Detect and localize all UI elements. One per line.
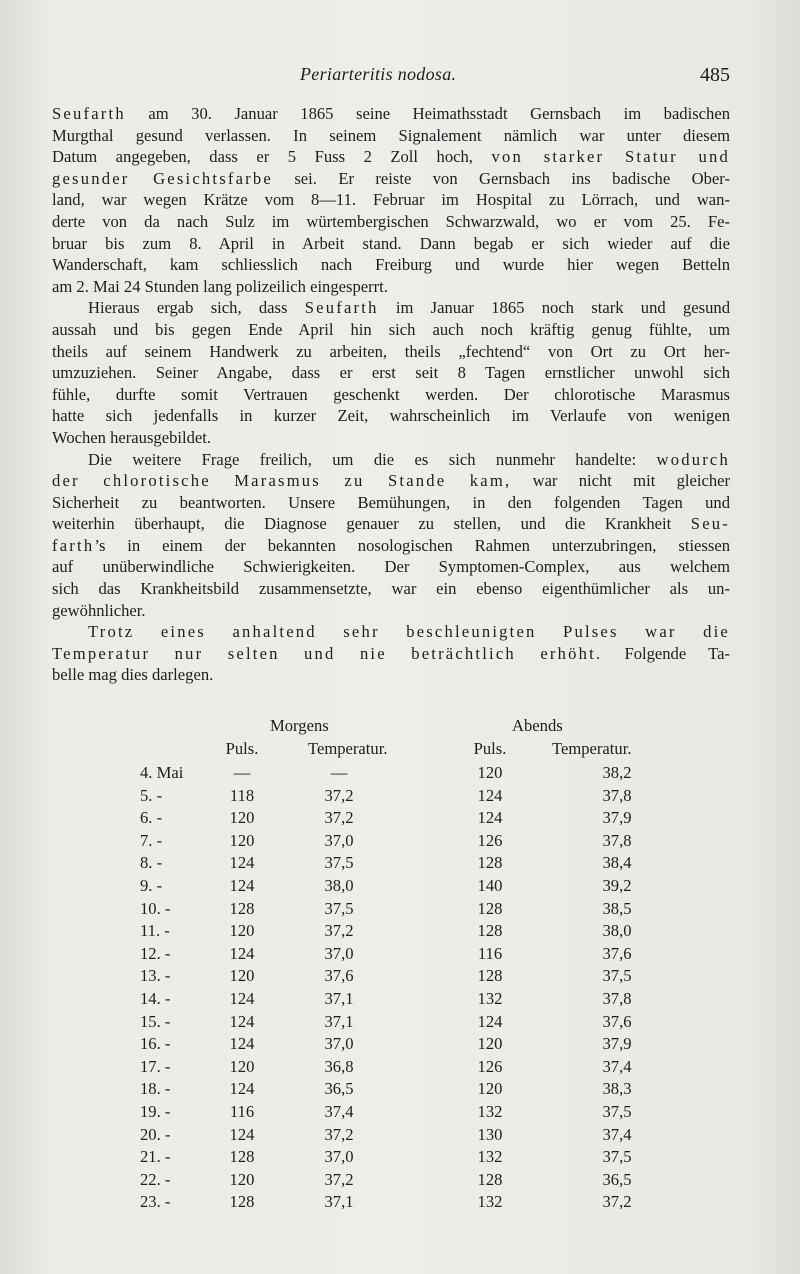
table-row: [52, 899, 732, 922]
evening-temperature: 37,5: [602, 966, 632, 986]
morning-temperature: 37,0: [324, 1147, 354, 1167]
text-line: [52, 254, 730, 276]
text-line: [52, 276, 730, 298]
morning-temperature: 37,0: [324, 830, 354, 850]
table-row: [52, 989, 732, 1012]
evening-temperature: 36,5: [602, 1169, 632, 1189]
row-date: 16. -: [140, 1034, 171, 1054]
spaced-emphasis: gesunder Gesichtsfarbe: [52, 168, 273, 188]
evening-pulse: 128: [477, 966, 503, 986]
table-row: [52, 1102, 732, 1125]
text-segment: Folgende Ta-: [602, 643, 730, 663]
evening-temperature: 37,4: [602, 1124, 632, 1144]
morning-pulse: 120: [229, 1169, 255, 1189]
spaced-emphasis: Seufarth: [52, 104, 126, 123]
row-date: 14. -: [140, 988, 171, 1008]
paragraph: [52, 103, 730, 297]
table-row: [52, 1079, 732, 1102]
text-segment: gewöhnlicher.: [52, 600, 146, 620]
morning-pulse: 124: [229, 1011, 255, 1031]
evening-temperature: 37,6: [602, 943, 632, 963]
evening-pulse: 128: [477, 898, 503, 918]
body-text: [52, 103, 730, 686]
text-segment: weiterhin überhaupt, die Diagnose genauer zu stellen, und die Krankheit: [52, 514, 691, 534]
spaced-emphasis: von starker Statur und: [491, 147, 730, 167]
text-segment: bruar bis zum 8. April in Arbeit stand. Dann begab er sich wieder auf die: [52, 233, 730, 253]
text-segment: fühle, durfte somit Vertrauen geschenkt werden. Der chlorotische Marasmus: [52, 384, 730, 404]
text-segment: war nicht mit gleicher: [511, 471, 730, 491]
row-date: 18. -: [140, 1079, 171, 1099]
text-segment: derte von da nach Sulz im würtembergischen Schwarzwald, wo er vom 25. Fe-: [52, 211, 730, 231]
row-date: 11. -: [140, 921, 170, 941]
text-line: [52, 384, 730, 406]
morning-temperature: 37,2: [324, 1169, 354, 1189]
evening-pulse: 132: [477, 988, 503, 1008]
evening-temperature: 37,4: [602, 1056, 632, 1076]
spaced-emphasis: farth: [52, 535, 95, 555]
evening-temperature: 38,4: [602, 853, 632, 873]
paragraph: [52, 449, 730, 622]
evening-temperature: 38,3: [602, 1079, 632, 1099]
text-line: [52, 189, 730, 211]
morning-temperature: 37,0: [324, 943, 354, 963]
text-line: [52, 470, 730, 492]
text-segment: belle mag dies darlegen.: [52, 665, 214, 685]
morning-pulse: 118: [229, 785, 255, 805]
text-segment: Datum angegeben, dass er 5 Fuss 2 Zoll hoch,: [52, 147, 492, 167]
morning-temperature: 37,1: [324, 1011, 354, 1031]
evening-pulse: 116: [477, 943, 503, 963]
morning-temperature: 37,2: [324, 785, 354, 805]
evening-temperature: 38,0: [602, 921, 632, 941]
evening-pulse: 140: [477, 875, 503, 895]
text-segment: auf unüberwindliche Schwierigkeiten. Der Symptomen-Complex, aus welchem: [52, 557, 730, 577]
text-segment: Wochen herausgebildet.: [52, 427, 212, 447]
row-date: 10. -: [140, 898, 171, 918]
text-segment: hatte sich jedenfalls in kurzer Zeit, wahrscheinlich im Verlaufe von wenigen: [52, 406, 730, 426]
morning-temperature: —: [330, 763, 348, 782]
text-line: [52, 103, 730, 125]
spaced-emphasis: Trotz eines anhaltend sehr beschleunigten Pulses war die: [88, 622, 730, 642]
morning-temperature: 37,5: [324, 853, 354, 873]
evening-temperature: 37,2: [602, 1192, 632, 1212]
morning-temperature: 36,8: [324, 1056, 354, 1076]
morning-pulse: 120: [229, 808, 255, 828]
table-group-headers: [52, 716, 732, 739]
text-segment: sich das Krankheitsbild zusammensetzte, war ein ebenso eigenthümlicher als un-: [52, 579, 730, 599]
row-date: 6. -: [140, 808, 163, 828]
row-date: 13. -: [140, 966, 171, 986]
col-header-morning-temp: Temperatur.: [308, 739, 388, 758]
text-segment: sei. Er reiste von Gernsbach ins badische Ober-: [272, 168, 730, 188]
table-rows: [52, 763, 732, 1215]
evening-pulse: 132: [477, 1147, 503, 1167]
morning-pulse: 116: [229, 1101, 255, 1121]
table-row: [52, 763, 732, 786]
text-line: [52, 621, 730, 643]
evening-temperature: 37,8: [602, 785, 632, 805]
morning-pulse: 120: [229, 966, 255, 986]
morning-temperature: 37,6: [324, 966, 354, 986]
evening-temperature: 37,9: [602, 1034, 632, 1054]
table-row: [52, 1125, 732, 1148]
table-row: [52, 1012, 732, 1035]
evening-temperature: 37,9: [602, 808, 632, 828]
text-segment: Hieraus ergab sich, dass: [88, 298, 305, 318]
text-line: [52, 513, 730, 535]
table-row: [52, 1170, 732, 1193]
spaced-emphasis: Seu-: [690, 514, 730, 534]
morning-temperature: 37,0: [324, 1034, 354, 1054]
evening-pulse: 128: [477, 853, 503, 873]
table-row: [52, 944, 732, 967]
morning-temperature: 37,1: [324, 988, 354, 1008]
table-row: [52, 853, 732, 876]
group-header-morgens: Morgens: [270, 716, 329, 735]
morning-pulse: 120: [229, 1056, 255, 1076]
evening-pulse: 128: [477, 921, 503, 941]
evening-pulse: 124: [477, 785, 503, 805]
morning-pulse: 120: [229, 830, 255, 850]
evening-pulse: 126: [477, 1056, 503, 1076]
morning-pulse: 128: [229, 1147, 255, 1167]
table-row: [52, 1147, 732, 1170]
evening-temperature: 38,5: [602, 898, 632, 918]
page-number: 485: [700, 64, 730, 86]
evening-pulse: 124: [477, 1011, 503, 1031]
row-date: 4. Mai: [140, 763, 184, 782]
row-date: 21. -: [140, 1147, 171, 1167]
evening-temperature: 37,5: [602, 1147, 632, 1167]
table-row: [52, 876, 732, 899]
table-row: [52, 808, 732, 831]
morning-temperature: 38,0: [324, 875, 354, 895]
text-segment: Murgthal gesund verlassen. In seinem Signalement nämlich war unter diesem: [52, 125, 730, 145]
row-date: 20. -: [140, 1124, 171, 1144]
evening-pulse: 120: [477, 763, 503, 782]
table-row: [52, 786, 732, 809]
morning-pulse: 124: [229, 853, 255, 873]
text-segment: Sicherheit zu beantworten. Unsere Bemühungen, in den folgenden Tagen und: [52, 492, 730, 512]
table-row: [52, 966, 732, 989]
table-row: [52, 1192, 732, 1215]
row-date: 8. -: [140, 853, 163, 873]
group-header-abends: Abends: [512, 716, 563, 735]
paragraph: [52, 297, 730, 448]
text-line: [52, 427, 730, 449]
text-line: [52, 211, 730, 233]
row-date: 15. -: [140, 1011, 171, 1031]
text-line: [52, 535, 730, 557]
row-date: 5. -: [140, 785, 163, 805]
running-title: Periarteritis nodosa.: [300, 64, 457, 84]
morning-temperature: 37,1: [324, 1192, 354, 1212]
text-segment: im Januar 1865 noch stark und gesund: [378, 298, 730, 318]
table-row: [52, 831, 732, 854]
row-date: 19. -: [140, 1101, 171, 1121]
spaced-emphasis: Seufarth: [304, 298, 379, 318]
morning-pulse: 124: [229, 1124, 255, 1144]
evening-temperature: 37,8: [602, 988, 632, 1008]
text-line: [52, 492, 730, 514]
morning-pulse: 128: [229, 898, 255, 918]
morning-pulse: —: [233, 763, 251, 782]
text-line: [52, 362, 730, 384]
spaced-emphasis: wodurch: [656, 449, 730, 469]
evening-temperature: 38,2: [602, 763, 632, 782]
table-row: [52, 1057, 732, 1080]
temperature-table: [52, 716, 732, 1215]
col-header-morning-pulse: Puls.: [225, 739, 259, 758]
evening-pulse: 128: [477, 1169, 503, 1189]
text-segment: theils auf seinem Handwerk zu arbeiten, theils „fechtend“ von Ort zu Ort her-: [52, 341, 730, 361]
morning-pulse: 124: [229, 875, 255, 895]
text-line: [52, 319, 730, 341]
text-line: [52, 449, 730, 471]
text-line: [52, 556, 730, 578]
row-date: 9. -: [140, 875, 163, 895]
text-segment: ’s in einem der bekannten nosologischen Rahmen unterzubringen, stiessen: [94, 535, 730, 555]
text-line: [52, 664, 730, 686]
spaced-emphasis: Temperatur nur selten und nie beträchtlich erhöht.: [52, 643, 603, 663]
evening-pulse: 126: [477, 830, 503, 850]
text-segment: Die weitere Frage freilich, um die es sich nunmehr handelte:: [88, 449, 657, 469]
text-line: [52, 146, 730, 168]
evening-pulse: 130: [477, 1124, 503, 1144]
paragraph: [52, 621, 730, 686]
row-date: 17. -: [140, 1056, 171, 1076]
col-header-evening-temp: Temperatur.: [552, 739, 632, 758]
row-date: 23. -: [140, 1192, 171, 1212]
table-row: [52, 921, 732, 944]
text-line: [52, 643, 730, 665]
text-line: [52, 297, 730, 319]
evening-pulse: 132: [477, 1192, 503, 1212]
table-column-headers: [52, 739, 732, 763]
evening-pulse: 124: [477, 808, 503, 828]
morning-pulse: 124: [229, 943, 255, 963]
row-date: 7. -: [140, 830, 163, 850]
row-date: 12. -: [140, 943, 171, 963]
text-line: [52, 168, 730, 190]
text-segment: land, war wegen Krätze vom 8—11. Februar im Hospital zu Lörrach, und wan-: [52, 190, 730, 210]
evening-temperature: 37,8: [602, 830, 632, 850]
col-header-evening-pulse: Puls.: [473, 739, 507, 758]
evening-pulse: 120: [477, 1034, 503, 1054]
text-line: [52, 233, 730, 255]
row-date: 22. -: [140, 1169, 171, 1189]
evening-pulse: 132: [477, 1101, 503, 1121]
text-line: [52, 600, 730, 622]
morning-pulse: 128: [229, 1192, 255, 1212]
text-segment: umzuziehen. Seiner Angabe, dass er erst seit 8 Tagen ernstlicher unwohl sich: [52, 363, 730, 383]
morning-temperature: 36,5: [324, 1079, 354, 1099]
evening-temperature: 37,6: [602, 1011, 632, 1031]
morning-temperature: 37,4: [324, 1101, 354, 1121]
text-line: [52, 125, 730, 147]
table-row: [52, 1034, 732, 1057]
morning-temperature: 37,2: [324, 1124, 354, 1144]
text-segment: am 30. Januar 1865 seine Heimathsstadt Gernsbach im badischen: [125, 104, 730, 123]
text-line: [52, 578, 730, 600]
morning-temperature: 37,2: [324, 808, 354, 828]
evening-pulse: 120: [477, 1079, 503, 1099]
text-segment: aussah und bis gegen Ende April hin sich auch noch kräftig genug fühlte, um: [52, 319, 730, 339]
morning-pulse: 124: [229, 1079, 255, 1099]
morning-temperature: 37,2: [324, 921, 354, 941]
page-header: [0, 64, 800, 92]
text-segment: am 2. Mai 24 Stunden lang polizeilich eingesperrt.: [52, 276, 388, 296]
evening-temperature: 37,5: [602, 1101, 632, 1121]
morning-pulse: 124: [229, 988, 255, 1008]
morning-temperature: 37,5: [324, 898, 354, 918]
text-segment: Wanderschaft, kam schliesslich nach Freiburg und wurde hier wegen Betteln: [52, 255, 730, 275]
evening-temperature: 39,2: [602, 875, 632, 895]
text-line: [52, 405, 730, 427]
morning-pulse: 124: [229, 1034, 255, 1054]
morning-pulse: 120: [229, 921, 255, 941]
spaced-emphasis: der chlorotische Marasmus zu Stande kam,: [52, 471, 512, 491]
text-line: [52, 341, 730, 363]
